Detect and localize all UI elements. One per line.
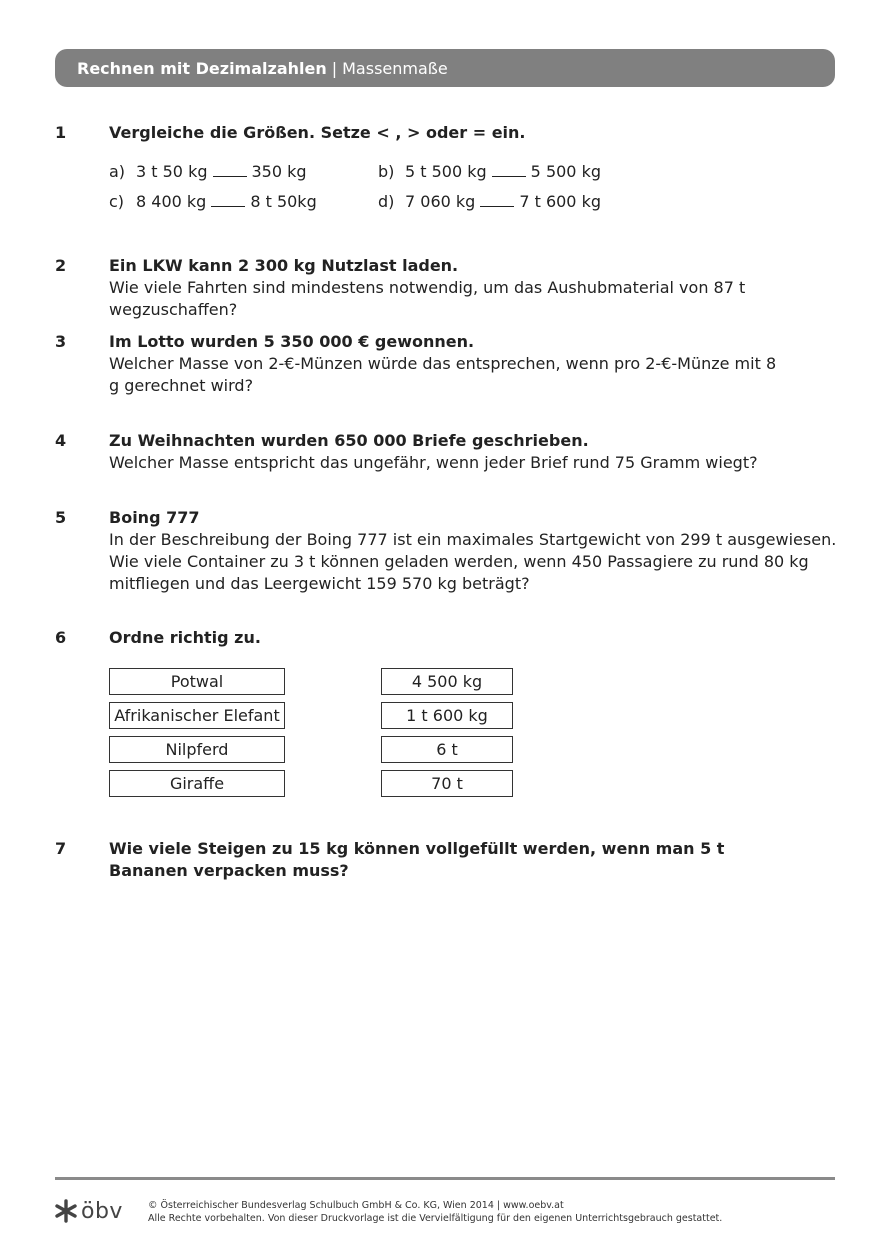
logo-text: öbv — [81, 1198, 123, 1224]
compare-item-d — [378, 191, 601, 213]
answer-blank[interactable] — [213, 162, 247, 177]
task-title: Wie viele Steigen zu 15 kg können vollgefüllt werden, wenn man 5 t Bananen verpacken muss? — [109, 839, 725, 880]
compare-right: 8 t 50kg — [250, 192, 317, 211]
rights-line: Alle Rechte vorbehalten. Von dieser Druckvorlage ist die Vervielfältigung für den eigenen Unterrichtsgebrauch gestattet. — [148, 1213, 723, 1224]
compare-label: c) — [109, 192, 125, 211]
task-number: 2 — [55, 256, 67, 275]
task-number: 7 — [55, 839, 67, 858]
task-number: 6 — [55, 628, 67, 647]
task-number: 4 — [55, 431, 67, 450]
compare-left: 8 400 kg — [136, 192, 207, 211]
compare-left: 3 t 50 kg — [136, 162, 208, 181]
animal-box-nilpferd[interactable]: Nilpferd — [109, 736, 285, 763]
mass-box[interactable]: 1 t 600 kg — [381, 702, 513, 729]
compare-item-c — [109, 191, 317, 213]
mass-box[interactable]: 6 t — [381, 736, 513, 763]
compare-item-a — [109, 161, 307, 183]
copyright-line: © Österreichischer Bundesverlag Schulbuch GmbH & Co. KG, Wien 2014 | www.oebv.at — [148, 1200, 564, 1211]
mass-box[interactable]: 4 500 kg — [381, 668, 513, 695]
header-separator: | — [331, 58, 338, 78]
header-title: Rechnen mit Dezimalzahlen — [77, 58, 327, 78]
task-text-2: Wie viele Container zu 3 t können geladen werden, wenn 450 Passagiere zu rund 80 kg mitfliegen und das Leergewicht 159 570 kg beträgt? — [109, 552, 809, 593]
compare-right: 350 kg — [251, 162, 307, 181]
compare-item-b — [378, 161, 601, 183]
copyright-notice — [148, 1199, 722, 1225]
compare-right: 5 500 kg — [530, 162, 601, 181]
animal-box-giraffe[interactable]: Giraffe — [109, 770, 285, 797]
task-text: Wie viele Fahrten sind mindestens notwendig, um das Aushubmaterial von 87 t wegzuschaffen? — [109, 278, 746, 319]
compare-left: 5 t 500 kg — [405, 162, 487, 181]
compare-label: d) — [378, 192, 395, 211]
answer-blank[interactable] — [480, 192, 514, 207]
animal-box-potwal[interactable]: Potwal — [109, 668, 285, 695]
task-title: Vergleiche die Größen. Setze < , > oder = ein. — [109, 123, 526, 142]
task-text-1: In der Beschreibung der Boing 777 ist ein maximales Startgewicht von 299 t ausgewiesen. — [109, 530, 837, 549]
task-title: Boing 777 — [109, 508, 200, 527]
mass-box[interactable]: 70 t — [381, 770, 513, 797]
animal-box-elefant[interactable]: Afrikanischer Elefant — [109, 702, 285, 729]
task-number: 3 — [55, 332, 67, 351]
task-title: Ordne richtig zu. — [109, 628, 261, 647]
answer-blank[interactable] — [211, 192, 245, 207]
footer-divider — [55, 1177, 835, 1180]
compare-right: 7 t 600 kg — [519, 192, 601, 211]
task-text: Welcher Masse entspricht das ungefähr, wenn jeder Brief rund 75 Gramm wiegt? — [109, 453, 758, 472]
task-title: Zu Weihnachten wurden 650 000 Briefe geschrieben. — [109, 431, 589, 450]
task-number: 5 — [55, 508, 67, 527]
task-title: Im Lotto wurden 5 350 000 € gewonnen. — [109, 332, 475, 351]
task-number: 1 — [55, 123, 67, 142]
task-text: Welcher Masse von 2-€-Münzen würde das entsprechen, wenn pro 2-€-Münze mit 8 g gerechnet wird? — [109, 354, 777, 395]
answer-blank[interactable] — [492, 162, 526, 177]
compare-label: b) — [378, 162, 395, 181]
publisher-logo — [55, 1198, 123, 1224]
compare-left: 7 060 kg — [405, 192, 476, 211]
header-subtitle: Massenmaße — [342, 58, 448, 78]
header-bar — [55, 49, 835, 87]
task-title: Ein LKW kann 2 300 kg Nutzlast laden. — [109, 256, 459, 275]
asterisk-logo-icon — [55, 1198, 77, 1224]
compare-label: a) — [109, 162, 126, 181]
